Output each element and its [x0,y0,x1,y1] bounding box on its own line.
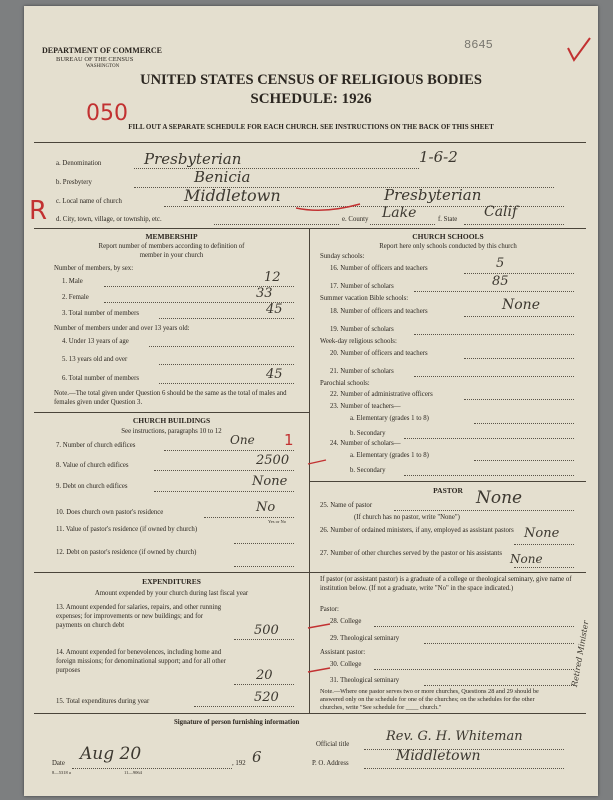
red-code: 050 [86,101,128,126]
q25-note: (If church has no pastor, write "None") [354,514,460,521]
q16-label: 16. Number of officers and teachers [330,265,428,272]
q27-label: 27. Number of other churches served by the pastor or his assistants [320,550,502,557]
pastor-heading: PASTOR [433,486,463,495]
q10-value: No [256,500,276,515]
sunday-label: Sunday schools: [320,253,365,260]
q15-value: 520 [254,690,279,705]
q8-value: 2500 [256,453,290,468]
q9-label: 9. Debt on church edifices [56,483,128,490]
q14-label: 14. Amount expended for benevolences, including home and foreign missions; for denominational support; and for all other purposes [56,649,226,674]
q18-value: None [502,297,540,313]
red-tick-marks [306,446,336,686]
expenditures-intro: Amount expended by your church during last fiscal year [94,590,249,597]
q24-label: 24. Number of scholars— [330,440,401,447]
q7-red-mark: 1 [284,431,294,449]
form-number: 8—5318 a [52,770,71,775]
membership-heading: MEMBERSHIP [145,232,198,241]
church-name-label: c. Local name of church [56,198,122,205]
q7-value: One [230,433,255,447]
membership-note: Note.—The total given under Question 6 should be the same as the total of males and females given under Question 3. [54,390,287,406]
q4-label: 4. Under 13 years of age [62,338,129,345]
q11-label: 11. Value of pastor's residence (if owned by church) [56,526,198,533]
q10-label: 10. Does church own pastor's residence [56,509,164,516]
official-title-value: Rev. G. H. Whiteman [386,729,523,744]
q29-label: 29. Theological seminary [330,635,400,642]
q1-label: 1. Male [62,278,83,285]
q3-value: 45 [266,302,283,317]
denomination-code: 1-6-2 [419,148,458,166]
q18-label: 18. Number of officers and teachers [330,308,428,315]
q21-label: 21. Number of scholars [330,368,394,375]
q13-label: 13. Amount expended for salaries, repairs, and other running expenses; for improvements or new buildings; and for payments on church debt [56,604,222,629]
q2-label: 2. Female [62,294,89,301]
form-title: UNITED STATES CENSUS OF RELIGIOUS BODIES [140,72,482,88]
by-sex-label: Number of members, by sex: [54,265,134,272]
signature-label: Signature of person furnishing information [174,719,300,726]
q27-value: None [510,552,543,566]
q16-value: 5 [496,256,505,271]
membership-intro: Report number of members according to definition of [98,243,245,250]
form-number-2: 11—9064 [124,770,142,775]
q17-label: 17. Number of scholars [330,283,394,290]
q25-label: 25. Name of pastor [320,502,373,509]
q6-label: 6. Total number of members [62,375,139,382]
q25-value: None [476,488,523,508]
q1-value: 12 [264,270,281,285]
membership-intro-2: member in your church [139,252,204,259]
weekday-label: Week-day religious schools: [320,338,397,345]
department-label: DEPARTMENT OF COMMERCE [42,46,163,55]
pastor-note: Note.—Where one pastor serves two or more churches, Questions 28 and 29 should be answered only on the schedule for one of the churches; on the schedules for the other churches, write "See schedule for ____ church." [320,688,539,711]
q23b-label: b. Secondary [350,430,386,437]
q9-value: None [252,474,288,489]
date-label: Date [52,760,65,767]
form-subtitle: FILL OUT A SEPARATE SCHEDULE FOR EACH CHURCH. SEE INSTRUCTIONS ON THE BACK OF THIS SHEET [128,123,494,131]
rule [34,142,586,143]
buildings-heading: CHURCH BUILDINGS [132,416,211,425]
church-name-value: Middletown [184,186,281,205]
q8-label: 8. Value of church edifices [56,462,129,469]
stamp-number: 8645 [464,38,493,52]
q23-label: 23. Number of teachers— [330,403,401,410]
date-value: Aug 20 [80,744,142,764]
q10-note: Yes or No [268,519,287,524]
year-label: , 192 [232,760,246,767]
presbytery-label: b. Presbytery [56,179,92,186]
church-name-value-2: Presbyterian [384,186,482,204]
q22-label: 22. Number of administrative officers [330,391,433,398]
summer-label: Summer vacation Bible schools: [320,295,409,302]
city-label: WASHINGTON [86,64,120,69]
state-value: Calif [484,204,518,220]
red-underline-mark [294,192,364,216]
city-field-label: d. City, town, village, or township, etc. [56,216,162,223]
q30-label: 30. College [330,661,362,668]
denomination-label: a. Denomination [56,160,102,167]
expenditures-heading: EXPENDITURES [142,577,201,586]
bureau-label: BUREAU OF THE CENSUS [56,56,134,63]
parochial-label: Parochial schools: [320,380,370,387]
q31-label: 31. Theological seminary [330,677,400,684]
county-label: e. County [342,216,369,223]
age-intro: Number of members under and over 13 years old: [54,325,190,332]
q3-label: 3. Total number of members [62,310,139,317]
q13-value: 500 [254,623,279,638]
official-title-label: Official title [316,741,350,748]
q23a-label: a. Elementary (grades 1 to 8) [350,415,429,422]
census-schedule-sheet [24,6,598,796]
q12-label: 12. Debt on pastor's residence (if owned by church) [56,549,197,556]
q7-label: 7. Number of church edifices [56,442,136,449]
q26-label: 26. Number of ordained ministers, if any, employed as assistant pastors [320,527,514,534]
q5-label: 5. 13 years old and over [62,356,128,363]
state-label: f. State [438,216,458,223]
buildings-intro: See instructions, paragraphs 10 to 12 [121,428,222,435]
county-value: Lake [382,205,417,221]
q19-label: 19. Number of scholars [330,326,394,333]
q17-value: 85 [492,274,509,289]
q14-value: 20 [256,668,273,683]
po-address-value: Middletown [396,748,481,764]
red-check-mark [564,36,594,66]
q15-label: 15. Total expenditures during year [56,698,150,705]
pastor-sub-label: Pastor: [320,606,339,613]
schedule-title: SCHEDULE: 1926 [250,91,372,107]
q2-value: 33 [256,286,273,301]
schools-intro: Report here only schools conducted by this church [379,243,517,250]
q24b-label: b. Secondary [350,467,386,474]
q20-label: 20. Number of officers and teachers [330,350,428,357]
q28-label: 28. College [330,618,362,625]
schools-heading: CHURCH SCHOOLS [412,232,484,241]
po-address-label: P. O. Address [312,760,349,767]
presbytery-value: Benicia [194,168,251,186]
q24a-label: a. Elementary (grades 1 to 8) [350,452,429,459]
denomination-value: Presbyterian [144,150,242,168]
retired-note: Retired Minister [570,619,591,688]
year-value: 6 [252,748,262,766]
assistant-pastor-label: Assistant pastor: [320,649,366,656]
college-intro: If pastor (or assistant pastor) is a graduate of a college or theological seminary, give name of institution below. (If not a graduate, write "No" in the space indicated.) [320,576,572,592]
q6-value: 45 [266,367,283,382]
q26-value: None [524,526,560,541]
red-letter: R [29,196,48,226]
